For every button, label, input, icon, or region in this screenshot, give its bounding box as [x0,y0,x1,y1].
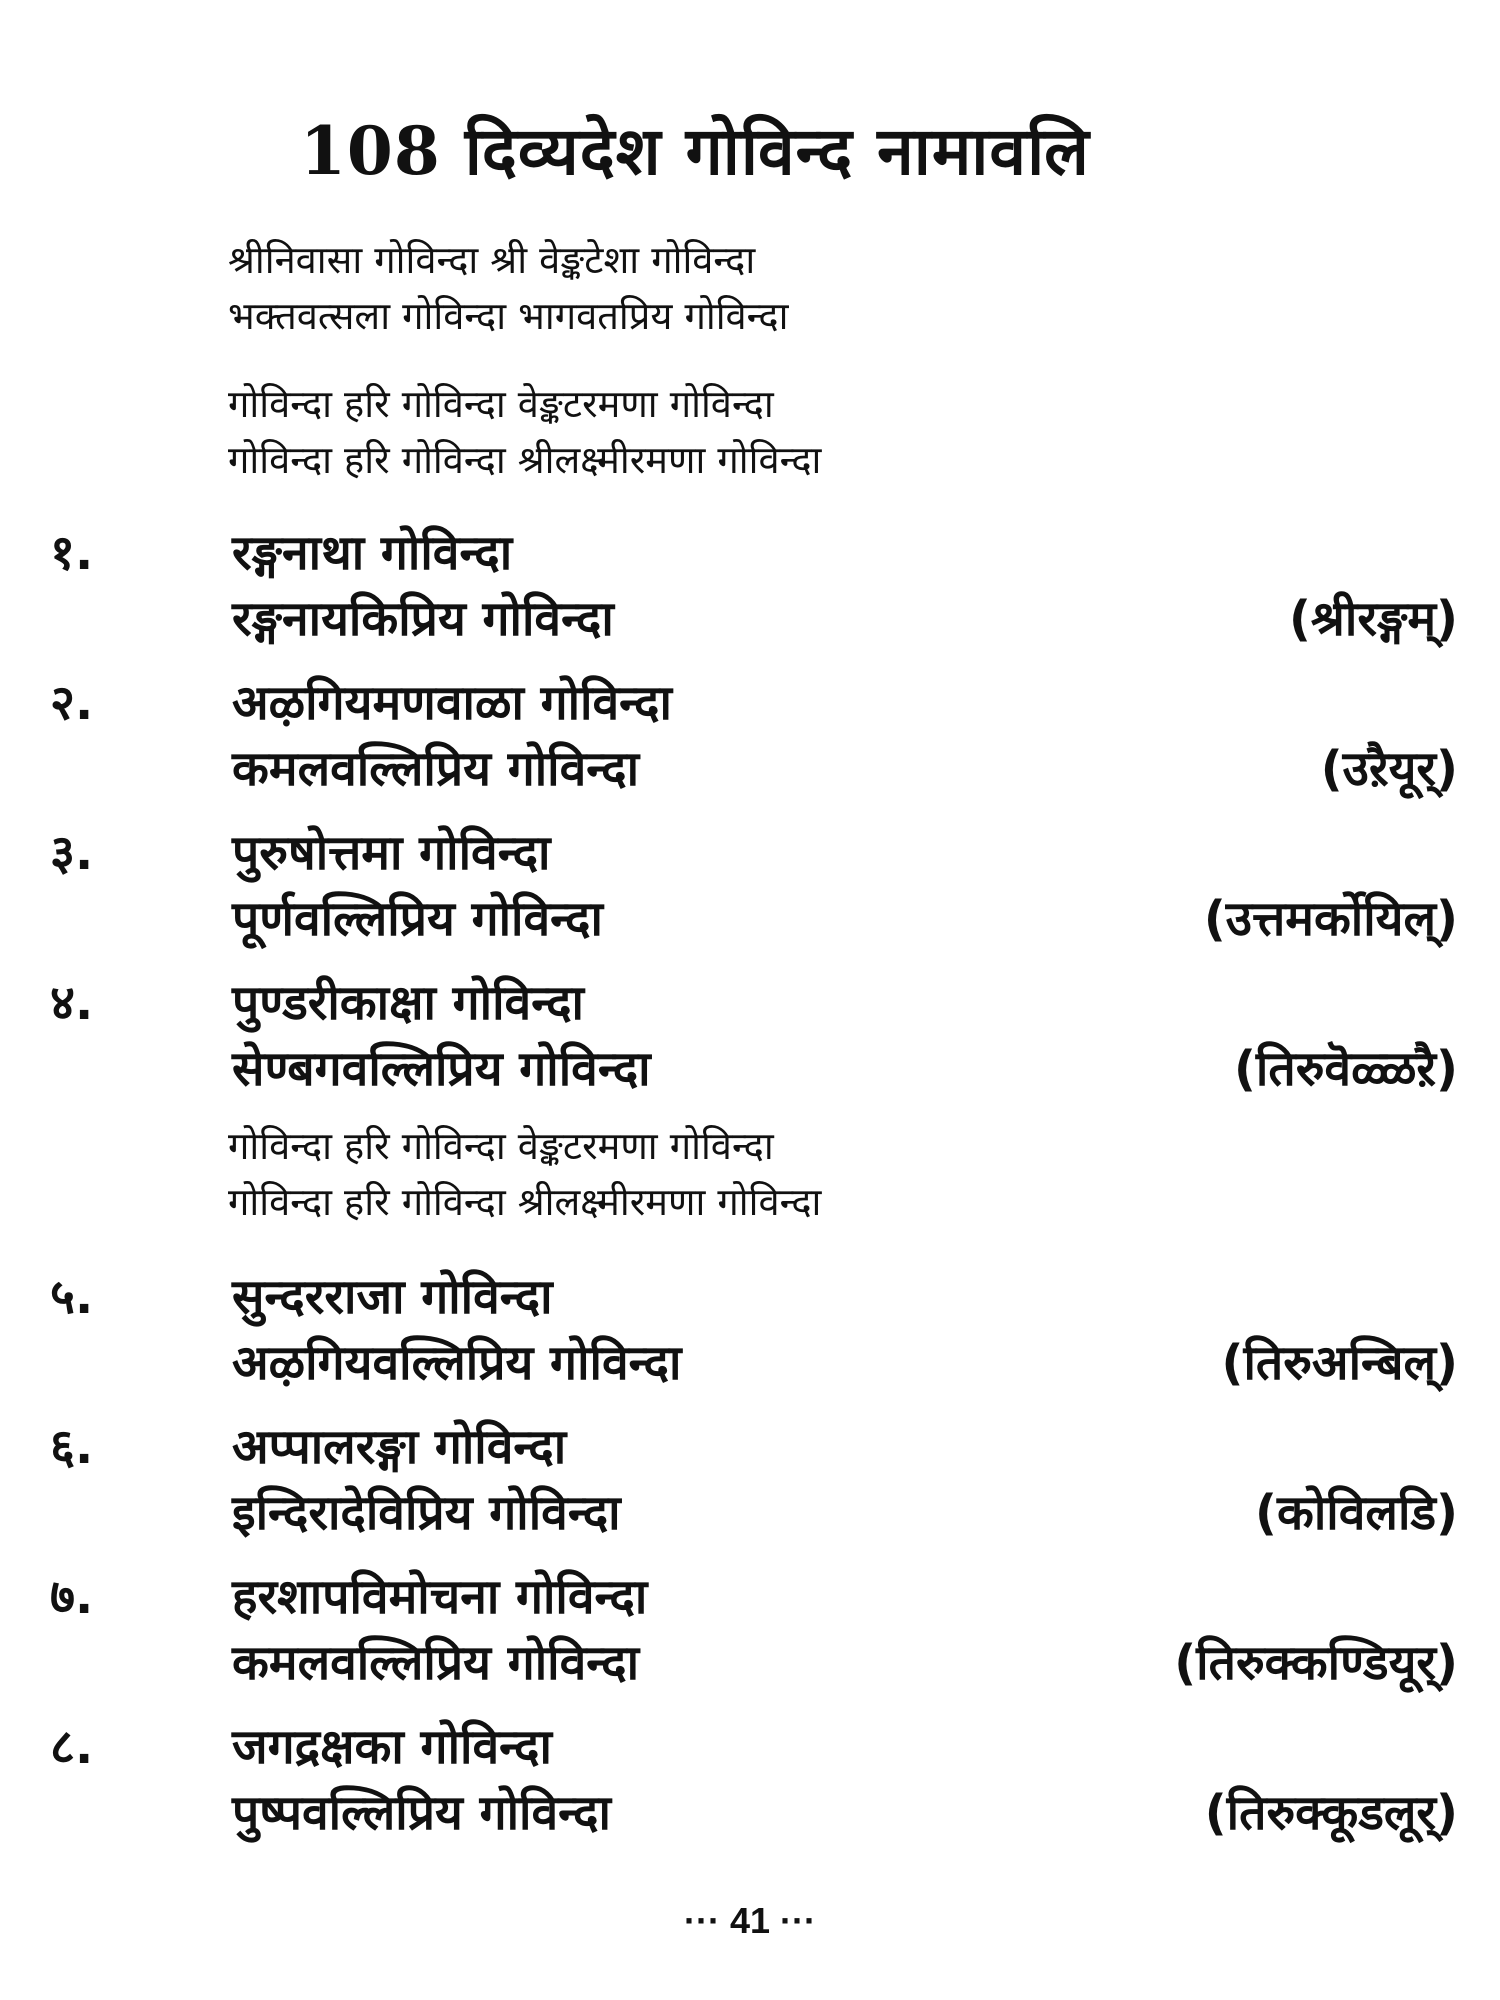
entry-name-line-1: पुण्डरीकाक्षा गोविन्दा [232,975,584,1031]
entry-name-line-1: रङ्गनाथा गोविन्दा [232,525,513,581]
entry-number: ७. [50,1569,94,1625]
entry-name-line-2: पूर्णवल्लिप्रिय गोविन्दा [232,891,603,947]
entry-number: ८. [50,1719,94,1775]
list-item [0,1412,1500,1562]
list-item [0,818,1500,968]
refrain-mid-line-1: गोविन्दा हरि गोविन्दा वेङ्कटरमणा गोविन्दा [228,1124,774,1168]
entry-number: ३. [50,825,94,881]
list-item [0,1562,1500,1712]
refrain-mid-line-2: गोविन्दा हरि गोविन्दा श्रीलक्ष्मीरमणा गोविन्दा [228,1180,822,1224]
entry-name-line-2: सेण्बगवल्लिप्रिय गोविन्दा [232,1041,651,1097]
entry-place: (श्रीरङ्गम्) [1288,591,1458,647]
entry-name-line-1: हरशापविमोचना गोविन्दा [232,1569,648,1625]
entry-place: (तिरुअन्बिल्) [1221,1335,1458,1391]
intro-line-1: श्रीनिवासा गोविन्दा श्री वेङ्कटेशा गोविन्दा [228,238,756,282]
intro-line-2: भक्तवत्सला गोविन्दा भागवतप्रिय गोविन्दा [228,294,789,338]
entry-name-line-1: अप्पालरङ्गा गोविन्दा [232,1419,567,1475]
entry-name-line-2: पुष्पवल्लिप्रिय गोविन्दा [232,1785,611,1841]
entry-name-line-2: रङ्गनायकिप्रिय गोविन्दा [232,591,614,647]
list-item [0,1262,1500,1412]
entry-number: १. [50,525,94,581]
entry-number: ६. [50,1419,94,1475]
refrain-top-line-1: गोविन्दा हरि गोविन्दा वेङ्कटरमणा गोविन्दा [228,382,774,426]
entry-place: (उत्तमर्कोयिल्) [1203,891,1458,947]
entry-place: (तिरुक्कण्डियूर्) [1174,1635,1458,1691]
list-item [0,518,1500,668]
entry-name-line-2: कमलवल्लिप्रिय गोविन्दा [232,741,640,797]
entry-place: (तिरुवॆळ्ळऱै) [1233,1041,1458,1097]
entry-name-line-2: कमलवल्लिप्रिय गोविन्दा [232,1635,640,1691]
entry-name-line-1: जगद्रक्षका गोविन्दा [232,1719,552,1775]
entry-number: ५. [50,1269,94,1325]
entry-number: २. [50,675,94,731]
refrain-verse-top [228,376,1228,488]
intro-verse [228,232,1228,344]
entry-name-line-1: पुरुषोत्तमा गोविन्दा [232,825,551,881]
entry-name-line-2: इन्दिरादेविप्रिय गोविन्दा [232,1485,621,1541]
entry-place: (तिरुक्कूडलूर्) [1204,1785,1458,1841]
refrain-top-line-2: गोविन्दा हरि गोविन्दा श्रीलक्ष्मीरमणा गोविन्दा [228,438,822,482]
list-item [0,668,1500,818]
refrain-verse-middle [228,1118,1228,1230]
list-item [0,1712,1500,1862]
page-title: 108 दिव्यदेश गोविन्द नामावलि [300,112,1090,190]
entry-number: ४. [50,975,94,1031]
entry-name-line-1: सुन्दरराजा गोविन्दा [232,1269,553,1325]
entry-name-line-1: अऴगियमणवाळा गोविन्दा [232,675,672,731]
list-item [0,968,1500,1118]
entry-place: (कोविलडि) [1255,1485,1458,1541]
entry-place: (उऱैयूर्) [1320,741,1458,797]
page-number: ··· 41 ··· [684,1900,816,1941]
entry-name-line-2: अऴगियवल्लिप्रिय गोविन्दा [232,1335,682,1391]
